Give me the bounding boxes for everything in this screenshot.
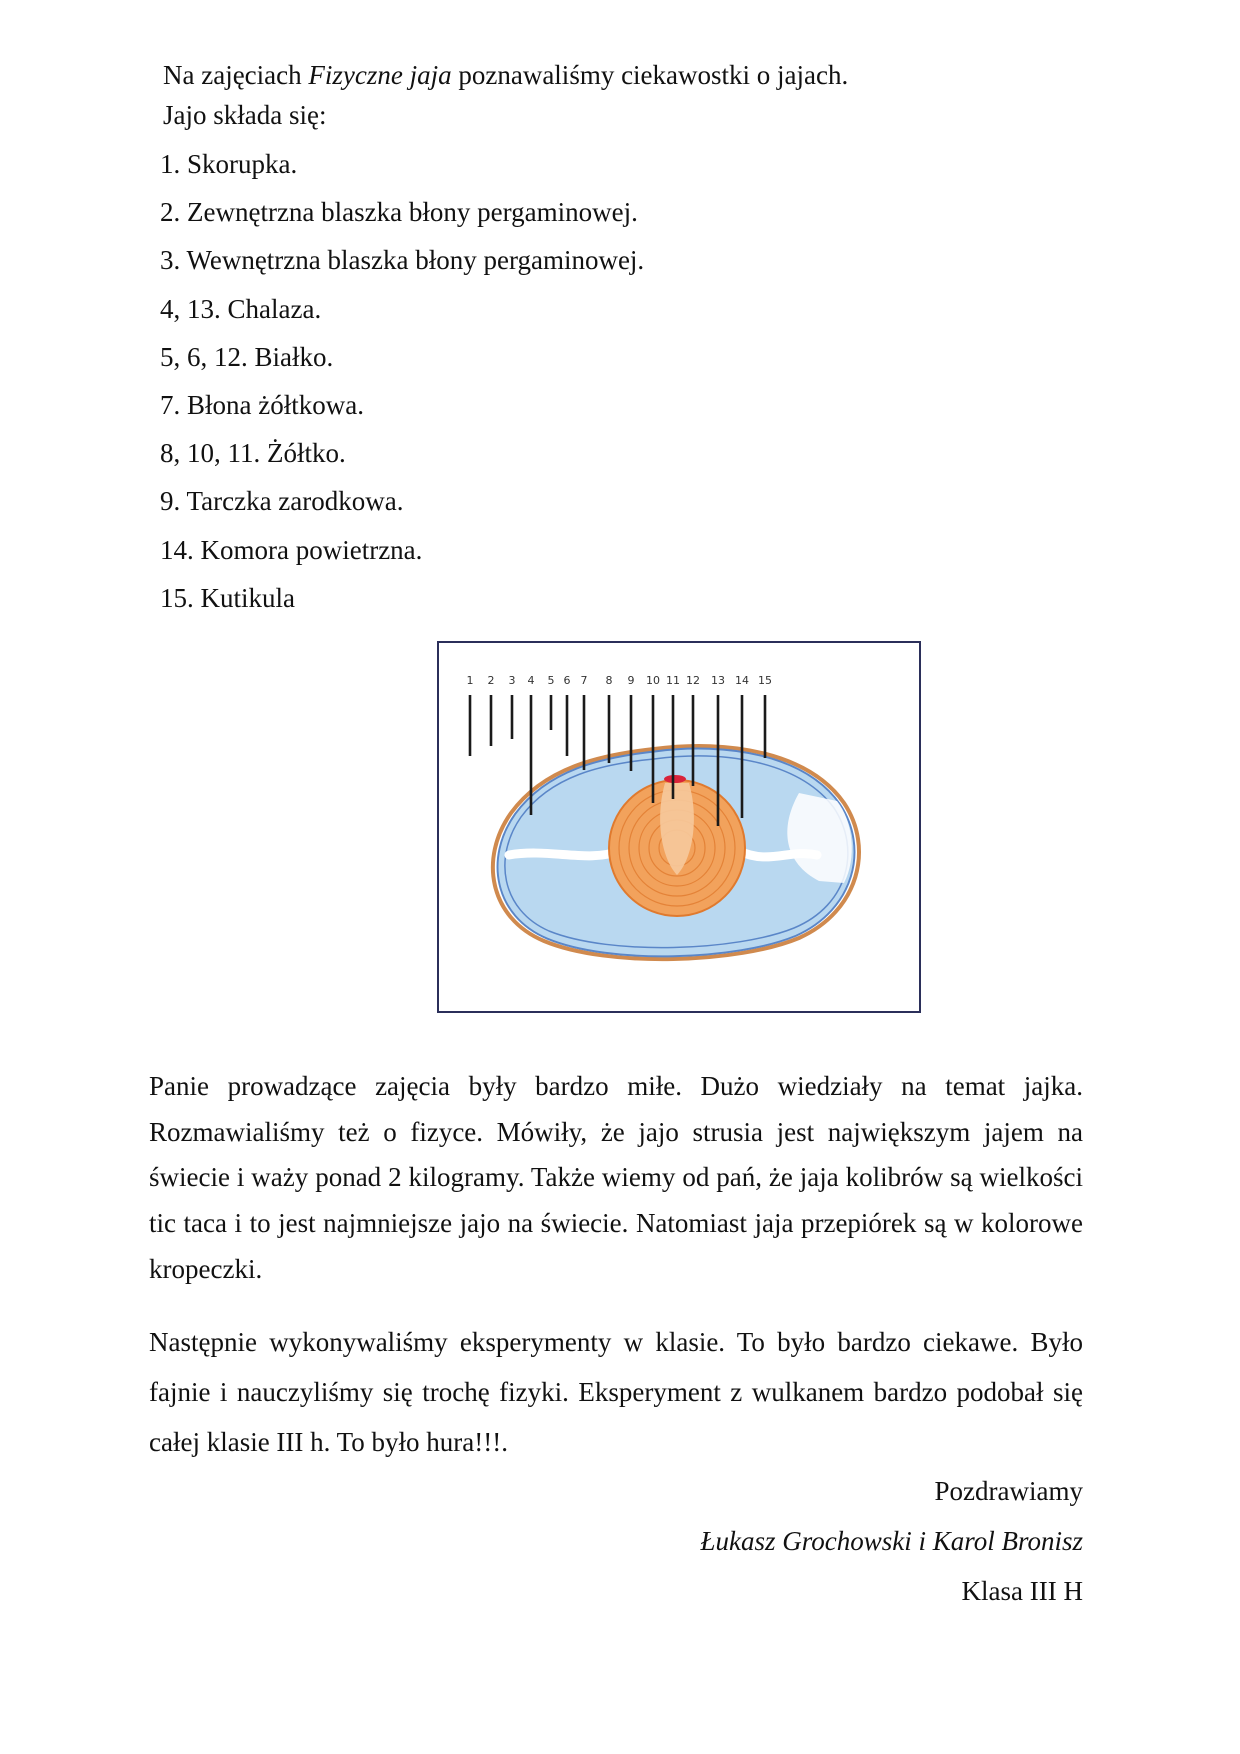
- intro-prefix: Na zajęciach: [163, 60, 309, 90]
- list-item: 8, 10, 11. Żółtko.: [160, 438, 346, 469]
- list-item: 3. Wewnętrzna blaszka błony pergaminowej.: [160, 245, 645, 276]
- list-item: 9. Tarczka zarodkowa.: [160, 486, 404, 517]
- list-item: 1. Skorupka.: [160, 149, 298, 179]
- part-number-label: 10: [646, 674, 660, 687]
- part-number-label: 13: [711, 674, 725, 687]
- part-number-label: 6: [563, 674, 571, 687]
- list-item: 2. Zewnętrzna blaszka błony pergaminowej.: [160, 197, 638, 228]
- intro-suffix: poznawaliśmy ciekawostki o jajach.: [451, 60, 849, 90]
- part-number-label: 11: [666, 674, 680, 687]
- paragraph-experiments: Następnie wykonywaliśmy eksperymenty w klasie. To było bardzo ciekawe. Było fajnie i nauczyliśmy się trochę fizyki. Eksperyment z wulkanem bardzo podobał się całej klasie III h. To było hura!!!.: [149, 1327, 1083, 1457]
- egg-illustration: [493, 746, 859, 959]
- list-item: 14. Komora powietrzna.: [160, 534, 423, 565]
- egg-diagram-svg: [439, 643, 919, 1011]
- greeting: Pozdrawiamy: [934, 1476, 1083, 1506]
- part-number-label: 3: [508, 674, 516, 687]
- part-number-label: 12: [686, 674, 700, 687]
- part-number-label: 9: [627, 674, 635, 687]
- list-item: 15. Kutikula: [160, 582, 295, 613]
- part-number-label: 15: [758, 674, 772, 687]
- list-item: 5, 6, 12. Białko.: [160, 341, 334, 372]
- list-item: 4, 13. Chalaza.: [160, 293, 322, 324]
- course-name: Fizyczne jaja: [308, 60, 452, 90]
- egg-diagram: [437, 641, 921, 1013]
- list-item: 7. Błona żółtkowa.: [160, 389, 364, 420]
- author-names: Łukasz Grochowski i Karol Bronisz: [700, 1526, 1083, 1556]
- intro-sentence: [163, 55, 848, 95]
- paragraph-lesson: Panie prowadzące zajęcia były bardzo miłe. Dużo wiedziały na temat jajka. Rozmawialiśmy też o fizyce. Mówiły, że jajo strusia jest największym jajem na świecie i waży ponad 2 kilogramy. Także wiemy od pań, że jaja kolibrów są wielkości tic taca i to jest najmniejsze jajo na świecie. Natomiast jaja przepiórek są w kolorowe kropeczki.: [149, 1071, 1083, 1284]
- part-number-label: 4: [527, 674, 535, 687]
- chalaza-right: [739, 851, 817, 857]
- part-number-label: 5: [547, 674, 555, 687]
- class-name: Klasa III H: [961, 1576, 1083, 1606]
- part-number-label: 14: [735, 674, 749, 687]
- intro-section: [163, 55, 848, 135]
- part-number-label: 7: [580, 674, 588, 687]
- chalaza-left: [509, 851, 619, 856]
- germinal-disc: [664, 775, 686, 783]
- part-number-label: 2: [487, 674, 495, 687]
- egg-parts-list: [160, 148, 644, 630]
- composition-heading: Jajo składa się:: [163, 100, 327, 130]
- part-number-label: 1: [466, 674, 474, 687]
- part-number-label: 8: [605, 674, 613, 687]
